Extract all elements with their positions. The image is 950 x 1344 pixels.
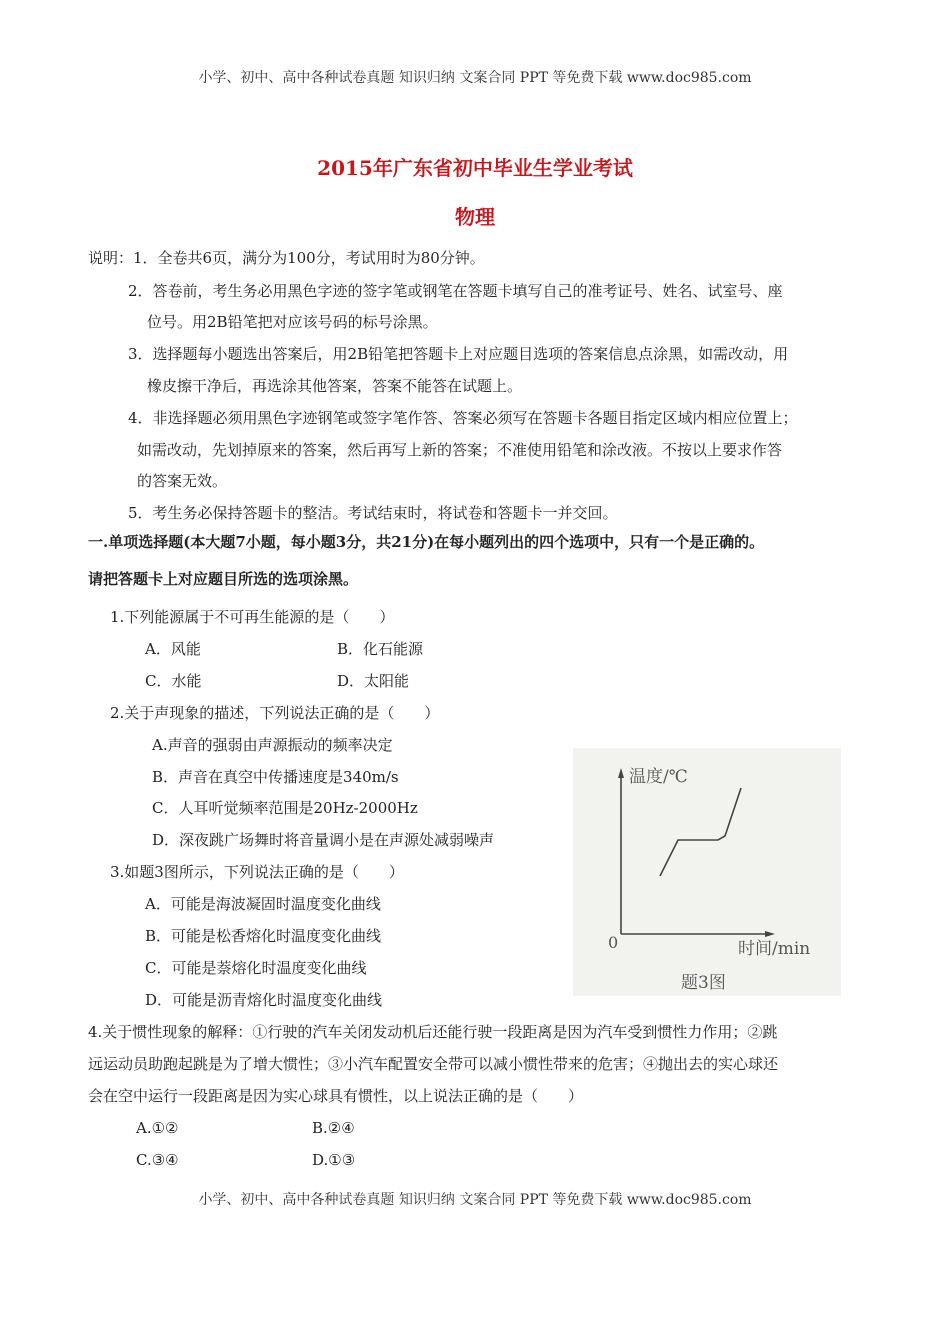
- note-4: 4．非选择题必须用黑色字迹钢笔或签字笔作答、答案必须写在答题卡各题目指定区域内相应位置上；: [128, 409, 798, 427]
- note-4-cont: 如需改动，先划掉原来的答案，然后再写上新的答案；不准使用铅笔和涂改液。不按以上要求作答: [137, 441, 783, 459]
- q4-option-d: D.①③: [312, 1151, 356, 1169]
- figure-caption: 题3图: [681, 973, 726, 993]
- subject-title: 物理: [455, 205, 495, 229]
- q3-option-a: A．可能是海波凝固时温度变化曲线: [145, 895, 381, 913]
- x-axis-label: 时间/min: [738, 939, 811, 959]
- origin-label: 0: [608, 933, 619, 952]
- q3-option-c: C．可能是萘熔化时温度变化曲线: [145, 959, 367, 977]
- q2-option-c: C．人耳听觉频率范围是20Hz-2000Hz: [152, 799, 418, 817]
- q4-stem-2: 远运动员助跑起跳是为了增大惯性；③小汽车配置安全带可以减小惯性带来的危害；④抛出去的实心球还: [88, 1055, 779, 1073]
- q4-option-c: C.③④: [136, 1151, 179, 1169]
- q1-option-a: A．风能: [145, 640, 201, 658]
- q3-option-d: D．可能是沥青熔化时温度变化曲线: [145, 991, 383, 1009]
- section-heading: 一.单项选择题(本大题7小题，每小题3分，共21分)在每小题列出的四个选项中，只有一个是正确的。: [88, 533, 765, 551]
- temperature-time-graph: [573, 748, 841, 996]
- note-5: 5．考生务必保持答题卡的整洁。考试结束时，将试卷和答题卡一并交回。: [128, 504, 618, 522]
- note-1: 说明：1．全卷共6页，满分为100分，考试用时为80分钟。: [88, 249, 485, 267]
- page-header: 小学、初中、高中各种试卷真题 知识归纳 文案合同 PPT 等免费下载 www.doc985.com: [198, 70, 752, 86]
- note-3: 3．选择题每小题选出答案后，用2B铅笔把答题卡上对应题目选项的答案信息点涂黑，如需改动，用: [128, 345, 789, 363]
- q1-stem: 1.下列能源属于不可再生能源的是（ ）: [110, 608, 395, 626]
- note-3-cont: 橡皮擦干净后，再选涂其他答案，答案不能答在试题上。: [147, 377, 523, 395]
- note-2-cont: 位号。用2B铅笔把对应该号码的标号涂黑。: [147, 313, 438, 331]
- page-footer: 小学、初中、高中各种试卷真题 知识归纳 文案合同 PPT 等免费下载 www.doc985.com: [198, 1192, 752, 1208]
- q4-stem-1: 4.关于惯性现象的解释：①行驶的汽车关闭发动机后还能行驶一段距离是因为汽车受到惯性力作用；②跳: [88, 1023, 778, 1041]
- q2-option-a: A.声音的强弱由声源振动的频率决定: [152, 736, 393, 754]
- section-instruction: 请把答题卡上对应题目所选的选项涂黑。: [88, 570, 359, 588]
- q1-option-d: D．太阳能: [337, 672, 410, 690]
- x-axis-arrow: [765, 931, 775, 937]
- figure-3: [573, 748, 841, 996]
- q4-option-b: B.②④: [312, 1119, 355, 1137]
- q2-option-b: B．声音在真空中传播速度是340m/s: [152, 768, 399, 786]
- q3-stem: 3.如题3图所示，下列说法正确的是（ ）: [110, 863, 404, 881]
- q4-stem-3: 会在空中运行一段距离是因为实心球具有惯性，以上说法正确的是（ ）: [88, 1087, 584, 1105]
- y-axis-arrow: [618, 768, 624, 778]
- q2-stem: 2.关于声现象的描述，下列说法正确的是（ ）: [110, 704, 440, 722]
- q4-option-a: A.①②: [136, 1119, 179, 1137]
- note-2: 2．答卷前，考生务必用黑色字迹的签字笔或钢笔在答题卡填写自己的准考证号、姓名、试室号、座: [128, 282, 783, 300]
- exam-title: 2015年广东省初中毕业生学业考试: [317, 156, 633, 180]
- q1-option-b: B．化石能源: [337, 640, 424, 658]
- note-4-cont2: 的答案无效。: [137, 472, 228, 490]
- q1-option-c: C．水能: [145, 672, 202, 690]
- q2-option-d: D．深夜跳广场舞时将音量调小是在声源处减弱噪声: [152, 831, 495, 849]
- temperature-curve: [660, 788, 741, 876]
- y-axis-label: 温度/℃: [629, 767, 688, 787]
- q3-option-b: B．可能是松香熔化时温度变化曲线: [145, 927, 382, 945]
